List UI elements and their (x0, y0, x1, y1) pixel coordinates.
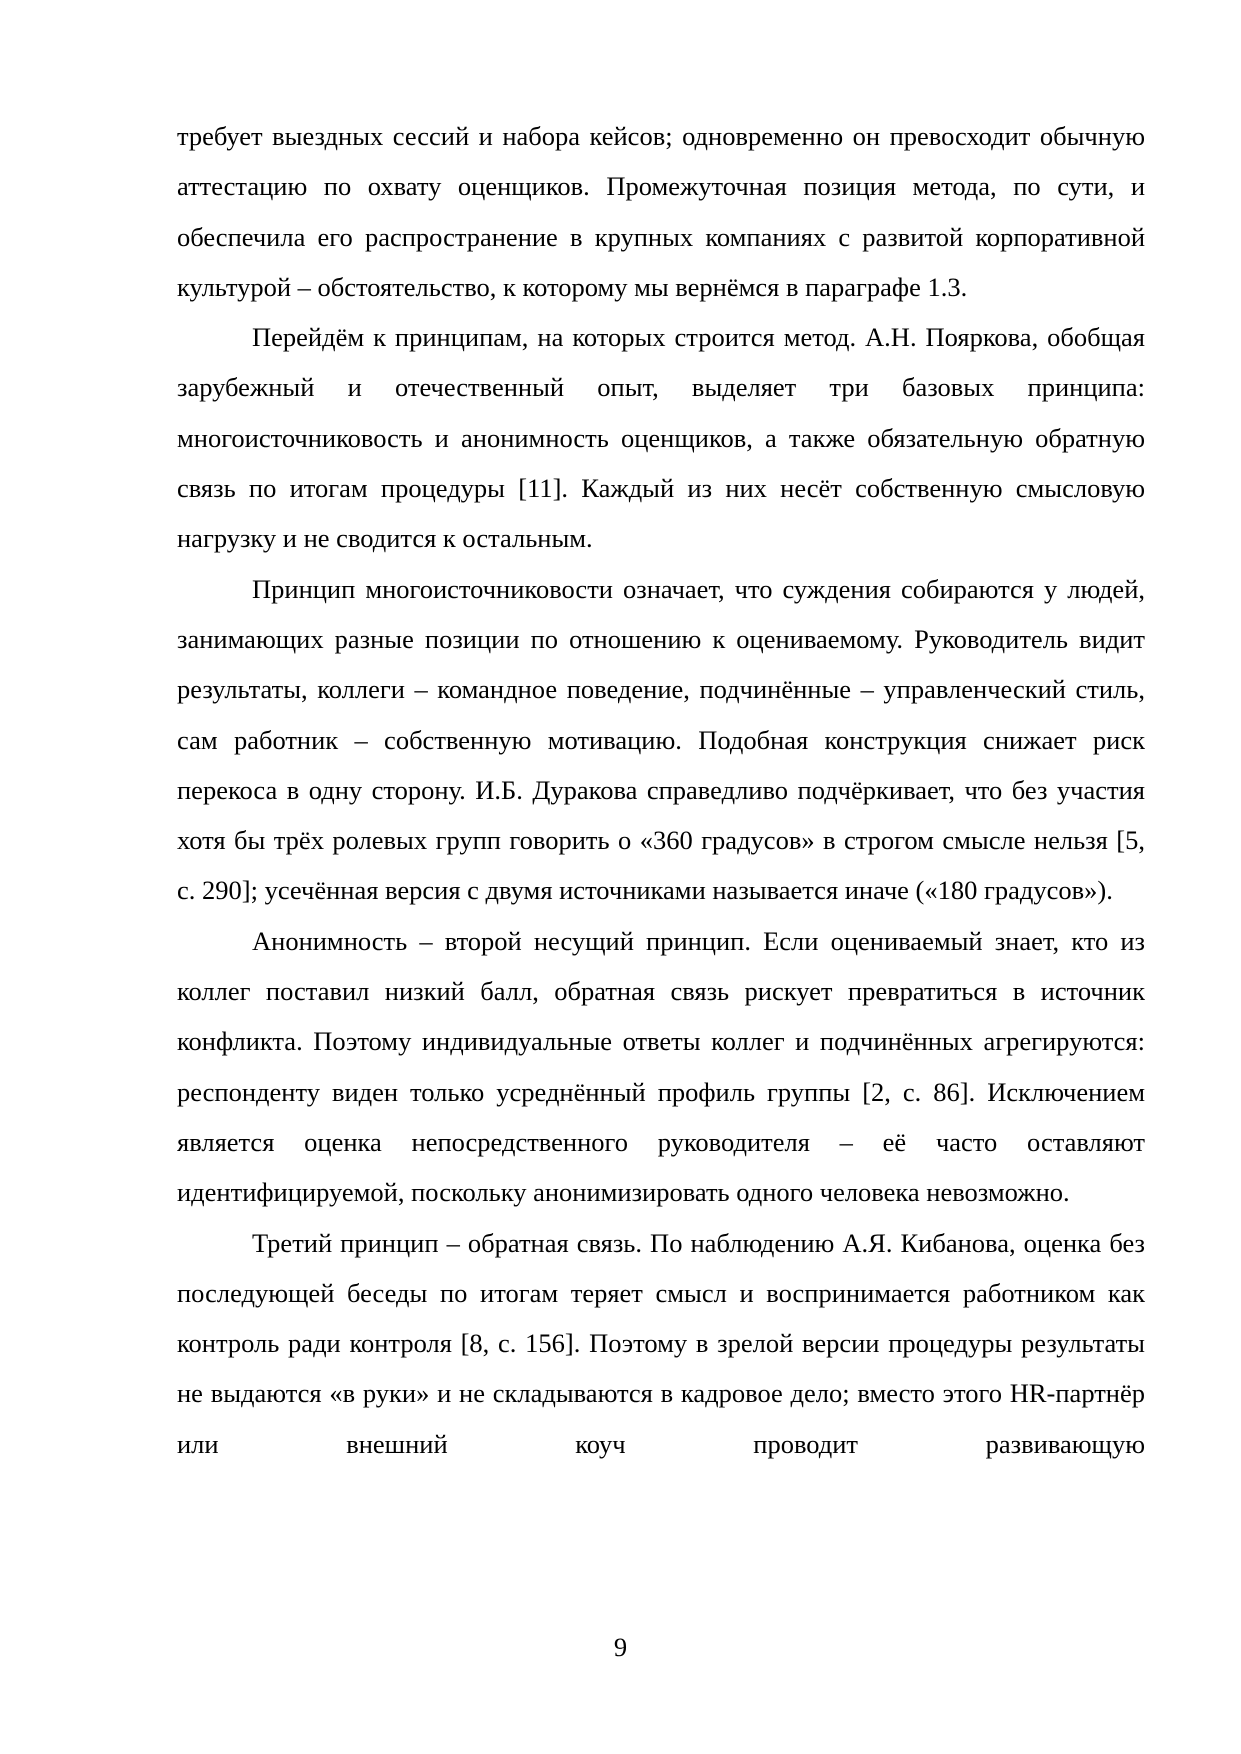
paragraph-multisource: Принцип многоисточниковости означает, что суждения собираются у людей, занимающих разные позиции по отношению к оцениваемому. Руководитель видит результаты, коллеги – командное поведение, подчинённые – управленческий стиль, сам работник – собственную мотивацию. Подобная конструкция снижает риск перекоса в одну сторону. И.Б. Дуракова справедливо подчёркивает, что без участия хотя бы трёх ролевых групп говорить о «360 градусов» в строгом смысле нельзя [5, с. 290]; усечённая версия с двумя источниками называется иначе («180 градусов»). (177, 573, 1145, 906)
paragraph-anonymity: Анонимность – второй несущий принцип. Если оцениваемый знает, кто из коллег поставил низкий балл, обратная связь рискует превратиться в источник конфликта. Поэтому индивидуальные ответы коллег и подчинённых агрегируются: респонденту виден только усреднённый профиль группы [2, с. 86]. Исключением является оценка непосредственного руководителя – её часто оставляют идентифицируемой, поскольку анонимизировать одного человека невозможно. (177, 925, 1145, 1208)
page-number: 9 (613, 1632, 628, 1662)
paragraph-principles-intro: Перейдём к принципам, на которых строится метод. А.Н. Пояркова, обобщая зарубежный и отечественный опыт, выделяет три базовых принципа: многоисточниковость и анонимность оценщиков, а также обязательную обратную связь по итогам процедуры [11]. Каждый из них несёт собственную смысловую нагрузку и не сводится к остальным. (177, 322, 1145, 554)
paragraph-feedback: Третий принцип – обратная связь. По наблюдению А.Я. Кибанова, оценка без последующей беседы по итогам теряет смысл и воспринимается работником как контроль ради контроля [8, с. 156]. Поэтому в зрелой версии процедуры результаты не выдаются «в руки» и не складываются в кадровое дело; вместо этого HR-партнёр или внешний коуч проводит развивающую (177, 1227, 1145, 1459)
paragraph-continuation: требует выездных сессий и набора кейсов; одновременно он превосходит обычную аттестацию по охвату оценщиков. Промежуточная позиция метода, по сути, и обеспечила его распространение в крупных компаниях с развитой корпоративной культурой – обстоятельство, к которому мы вернёмся в параграфе 1.3. (177, 121, 1145, 302)
body-text (177, 111, 1145, 1469)
